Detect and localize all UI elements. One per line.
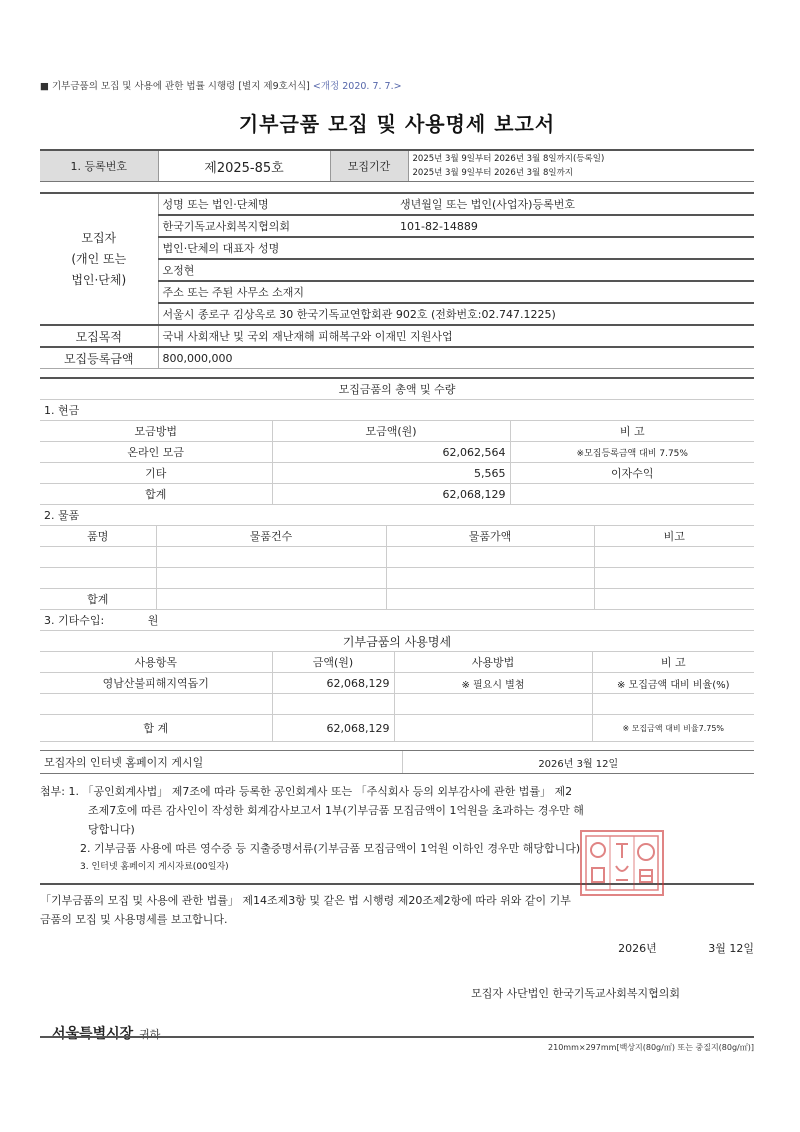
cash-method: 기타 [40, 463, 272, 484]
collection-period-line1: 2025년 3월 9일부터 2026년 3월 8일까지(등록일) [412, 154, 605, 164]
totals-title: 모집금품의 총액 및 수량 [40, 378, 754, 400]
registration-number: 제2025-85호 [158, 150, 330, 182]
paper-spec: 210mm×297mm[백상지(80g/㎡) 또는 중질지(80g/㎡)] [40, 1036, 754, 1053]
declaration-month-day: 3월 12일 [708, 942, 754, 955]
usage-title: 기부금품의 사용명세 [40, 631, 754, 652]
internet-post-date: 2026년 3월 12일 [402, 751, 754, 774]
legal-basis-text: ■ 기부금품의 모집 및 사용에 관한 법률 시행령 [별지 제9호서식] [40, 81, 310, 92]
collection-period [408, 150, 754, 182]
usage-table [40, 631, 754, 742]
declaration-date [40, 939, 754, 958]
registered-amount-value: 800,000,000 [158, 347, 754, 369]
seal-icon [582, 832, 662, 894]
cash-amount: 62,062,564 [272, 442, 510, 463]
organization-name: 한국기독교사회복지협의회 [158, 215, 396, 237]
usage-method: ※ 필요시 별첨 [394, 673, 592, 694]
regno-label: 생년월일 또는 법인(사업자)등록번호 [396, 193, 754, 215]
table-row [40, 589, 754, 610]
attachment-3: 3. 인터넷 홈페이지 게시자료(00일자) [80, 862, 229, 872]
usage-col-note: 비 고 [592, 652, 754, 673]
page-title: 기부금품 모집 및 사용명세 보고서 [238, 112, 556, 136]
collection-period-label: 모집기간 [330, 150, 408, 182]
table-row [40, 568, 754, 589]
table-row [40, 715, 754, 742]
cash-total-note [510, 484, 754, 505]
registration-regno: 101-82-14889 [396, 215, 754, 237]
usage-amount: 62,068,129 [272, 673, 394, 694]
other-income-heading: 3. 기타수입: [44, 614, 105, 627]
table-row [40, 547, 754, 568]
cash-note: 이자수익 [510, 463, 754, 484]
purpose-value: 국내 사회재난 및 국외 재난재해 피해복구와 이재민 지원사업 [158, 325, 754, 347]
attachment-1-line3: 당합니다) [88, 823, 135, 836]
legal-basis-note [40, 78, 754, 96]
purpose-label: 모집목적 [40, 325, 158, 347]
table-row [40, 694, 754, 715]
collector-label-line1: 모집자 [81, 230, 117, 245]
declaration-line2: 금품의 모집 및 사용명세를 보고합니다. [40, 913, 228, 926]
usage-col-amount: 금액(원) [272, 652, 394, 673]
cash-col-method: 모금방법 [40, 421, 272, 442]
name-label: 성명 또는 법인·단체명 [158, 193, 396, 215]
cash-note: ※모집등록금액 대비 7.75% [510, 442, 754, 463]
cash-method: 온라인 모금 [40, 442, 272, 463]
internet-post-label: 모집자의 인터넷 홈페이지 게시일 [40, 751, 402, 774]
table-row [40, 484, 754, 505]
declaration-year: 2026년 [618, 942, 657, 955]
recipient-name: 서울특별시장 [52, 1026, 134, 1042]
declaration [40, 883, 754, 1003]
goods-total-label: 합계 [40, 589, 156, 610]
registration-table [40, 149, 754, 182]
revision-date: <개정 2020. 7. 7.> [312, 81, 402, 92]
attachment-2: 2. 기부금품 사용에 따른 영수증 등 지출증명서류(기부금품 모집금액이 1억원 이하인 경우만 해당합니다) [80, 842, 581, 855]
goods-col-value: 물품가액 [386, 526, 594, 547]
attachment-1-line2: 조제7호에 따른 감사인이 작성한 회계감사보고서 1부(기부금품 모집금액이 1억원을 초과하는 경우만 해 [88, 804, 584, 817]
usage-col-method: 사용방법 [394, 652, 592, 673]
collector-label-line2: (개인 또는 [71, 251, 127, 266]
usage-total-amount: 62,068,129 [272, 715, 394, 742]
official-seal-stamp [580, 830, 664, 896]
cash-table [40, 377, 754, 505]
declaration-line1: 「기부금품의 모집 및 사용에 관한 법률」 제14조제3항 및 같은 법 시행령 제20조제2항에 따라 위와 같이 기부 [40, 894, 571, 907]
usage-total-label: 합 계 [40, 715, 272, 742]
collection-period-line2: 2025년 3월 9일부터 2026년 3월 8일까지 [412, 168, 574, 178]
cash-total-label: 합계 [40, 484, 272, 505]
collector-label-line3: 법인·단체) [71, 272, 127, 287]
other-income-unit: 원 [147, 614, 159, 627]
goods-col-count: 물품건수 [156, 526, 386, 547]
collector-label [40, 193, 158, 325]
usage-col-item: 사용항목 [40, 652, 272, 673]
usage-note: ※ 모집금액 대비 비율(%) [592, 673, 754, 694]
registration-number-label: 1. 등록번호 [40, 150, 158, 182]
cash-heading: 1. 현금 [40, 400, 754, 421]
table-row [40, 673, 754, 694]
collector-table [40, 192, 754, 369]
table-row [40, 442, 754, 463]
cash-amount: 5,565 [272, 463, 510, 484]
representative-name: 오정현 [158, 259, 754, 281]
cash-col-amount: 모금액(원) [272, 421, 510, 442]
attachment-1-line1: 첨부: 1. 「공인회계사법」 제7조에 따라 등록한 공인회계사 또는 「주식회사 등의 외부감사에 관한 법률」 제2 [40, 785, 573, 798]
registered-amount-label: 모집등록금액 [40, 347, 158, 369]
usage-item: 영남산불피해지역돕기 [40, 673, 272, 694]
recipient-suffix: 귀하 [139, 1028, 161, 1041]
goods-col-note: 비고 [594, 526, 754, 547]
address-label: 주소 또는 주된 사무소 소재지 [158, 281, 754, 303]
table-row [40, 463, 754, 484]
other-income [40, 610, 754, 631]
declaration-signer: 모집자 사단법인 한국기독교사회복지협의회 [471, 987, 680, 1000]
address-value: 서울시 종로구 김상옥로 30 한국기독교연합회관 902호 (전화번호:02.747.1225) [158, 303, 754, 325]
goods-col-name: 품명 [40, 526, 156, 547]
representative-label: 법인·단체의 대표자 성명 [158, 237, 754, 259]
goods-heading: 2. 물품 [40, 505, 754, 526]
usage-total-note: ※ 모집금액 대비 비율7.75% [592, 715, 754, 742]
internet-post-table [40, 750, 754, 774]
cash-col-note: 비 고 [510, 421, 754, 442]
cash-total-amount: 62,068,129 [272, 484, 510, 505]
goods-table [40, 505, 754, 631]
